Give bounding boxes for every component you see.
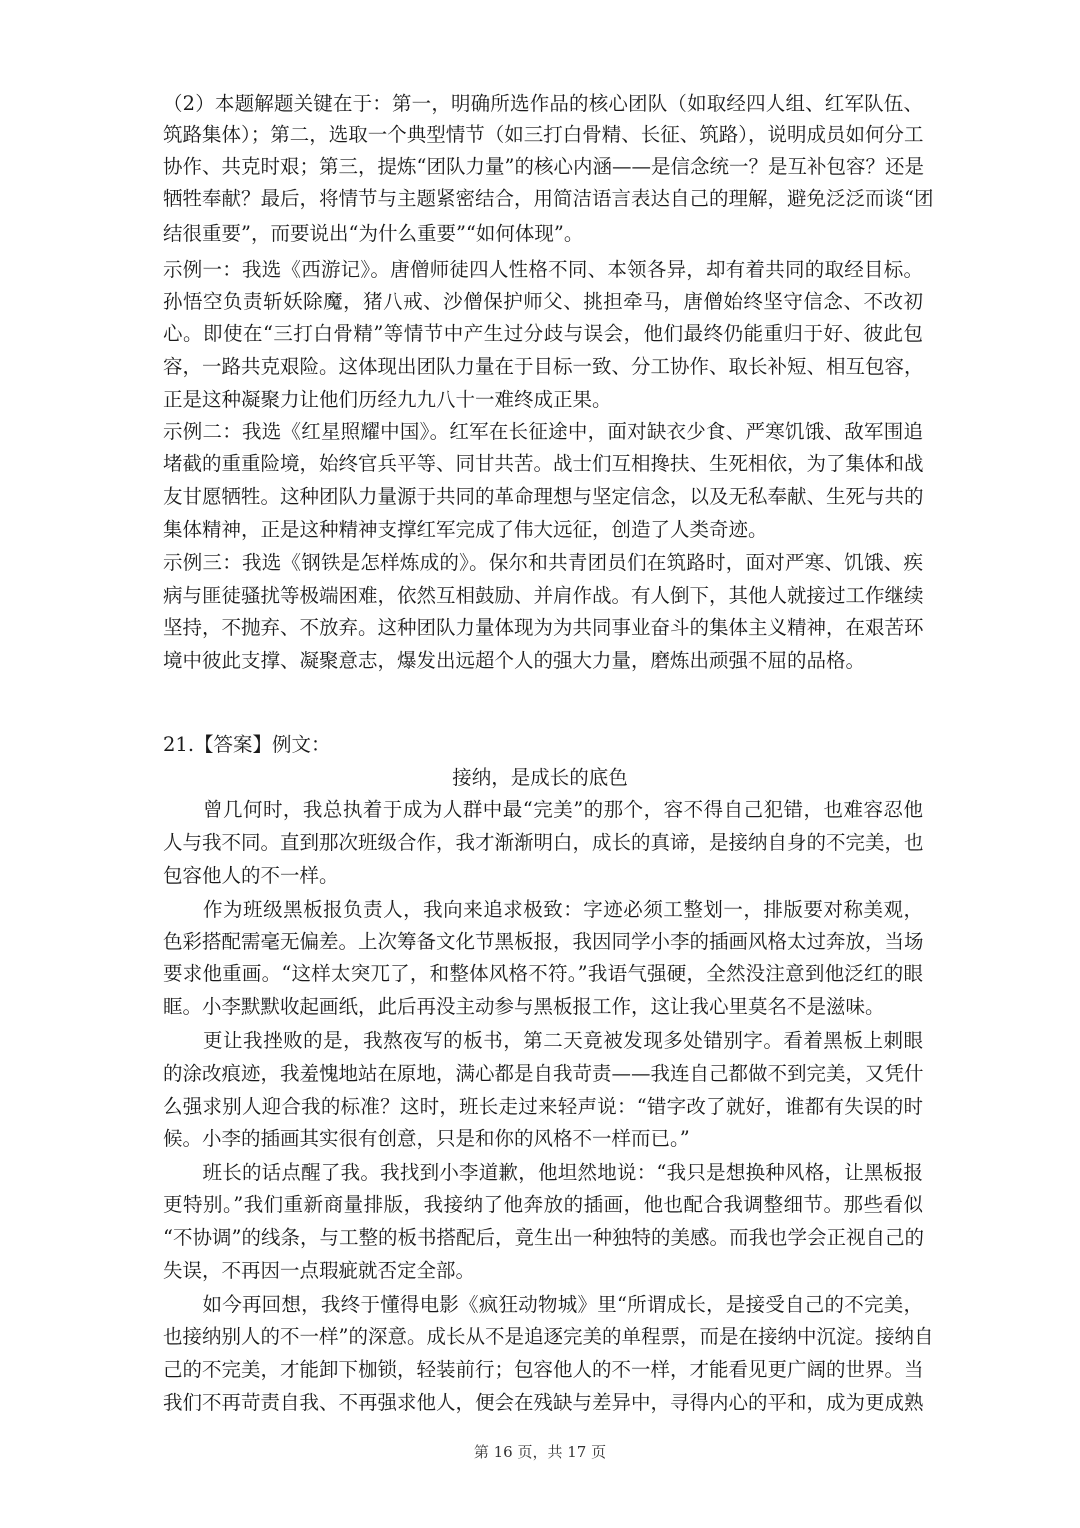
example2-line: 集体精神，正是这种精神支撑红军完成了伟大远征，创造了人类奇迹。 xyxy=(163,518,768,541)
example1-line: 正是这种凝聚力让他们历经九九八十一难终成正果。 xyxy=(163,388,612,411)
essay-line: 失误，不再因一点瑕疵就否定全部。 xyxy=(163,1259,476,1282)
essay-line: 曾几何时，我总执着于成为人群中最“完美”的那个，容不得自己犯错，也难容忍他 xyxy=(163,798,923,821)
q21-heading: 21.【答案】例文： xyxy=(163,733,331,756)
example1-line: 心。即使在“三打白骨精”等情节中产生过分歧与误会，他们最终仍能重归于好、彼此包 xyxy=(163,322,923,345)
essay-line: 人与我不同。直到那次班级合作，我才渐渐明白，成长的真谛，是接纳自身的不完美，也 xyxy=(163,831,924,854)
essay-line: 如今再回想，我终于懂得电影《疯狂动物城》里“所谓成长，是接受自己的不完美， xyxy=(163,1293,923,1316)
example1-line: 孙悟空负责斩妖除魔，猪八戒、沙僧保护师父、挑担牵马，唐僧始终坚守信念、不改初 xyxy=(163,290,923,313)
part2-line: 筑路集体）；第二，选取一个典型情节（如三打白骨精、长征、筑路），说明成员如何分工 xyxy=(163,123,924,146)
essay-line: 眶。小李默默收起画纸，此后再没主动参与黑板报工作，这让我心里莫名不是滋味。 xyxy=(163,995,885,1018)
essay-line: 更特别。”我们重新商量排版，我接纳了他奔放的插画，他也配合我调整细节。那些看似 xyxy=(163,1193,923,1216)
example1-line: 容，一路共克艰险。这体现出团队力量在于目标一致、分工协作、取长补短、相互包容， xyxy=(163,355,924,378)
essay-title: 接纳，是成长的底色 xyxy=(452,766,628,789)
essay-line: 更让我挫败的是，我熬夜写的板书，第二天竟被发现多处错别字。看着黑板上刺眼 xyxy=(163,1029,923,1052)
part2-line: 牺牲奉献？最后，将情节与主题紧密结合，用简洁语言表达自己的理解，避免泛泛而谈“团 xyxy=(163,187,934,210)
example2-line: 友甘愿牺牲。这种团队力量源于共同的革命理想与坚定信念，以及无私奉献、生死与共的 xyxy=(163,485,924,508)
essay-line: 候。小李的插画其实很有创意，只是和你的风格不一样而已。” xyxy=(163,1127,690,1150)
example3-line: 示例三：我选《钢铁是怎样炼成的》。保尔和共青团员们在筑路时，面对严寒、饥饿、疾 xyxy=(163,551,923,574)
essay-line: 也接纳别人的不一样”的深意。成长从不是追逐完美的单程票，而是在接纳中沉淀。接纳自 xyxy=(163,1325,934,1348)
page-number-footer: 第 16 页，共 17 页 xyxy=(473,1443,607,1461)
part2-line: 协作、共克时艰；第三，提炼“团队力量”的核心内涵——是信念统一？是互补包容？还是 xyxy=(163,155,924,178)
essay-line: 班长的话点醒了我。我找到小李道歉，他坦然地说：“我只是想换种风格，让黑板报 xyxy=(163,1161,923,1184)
essay-line: 己的不完美，才能卸下枷锁，轻装前行；包容他人的不一样，才能看见更广阔的世界。当 xyxy=(163,1358,924,1381)
essay-line: 包容他人的不一样。 xyxy=(163,864,339,887)
example3-line: 病与匪徒骚扰等极端困难，依然互相鼓励、并肩作战。有人倒下，其他人就接过工作继续 xyxy=(163,584,924,607)
part2-line: （2）本题解题关键在于：第一，明确所选作品的核心团队（如取经四人组、红军队伍、 xyxy=(163,92,923,115)
example1-line: 示例一：我选《西游记》。唐僧师徒四人性格不同、本领各异，却有着共同的取经目标。 xyxy=(163,258,923,281)
essay-line: 要求他重画。“这样太突兀了，和整体风格不符。”我语气强硬，全然没注意到他泛红的眼 xyxy=(163,962,923,985)
example3-line: 境中彼此支撑、凝聚意志，爆发出远超个人的强大力量，磨炼出顽强不屈的品格。 xyxy=(163,649,866,672)
essay-line: 色彩搭配需毫无偏差。上次筹备文化节黑板报，我因同学小李的插画风格太过奔放，当场 xyxy=(163,930,924,953)
essay-line: “不协调”的线条，与工整的板书搭配后，竟生出一种独特的美感。而我也学会正视自己的 xyxy=(163,1226,924,1249)
essay-line: 作为班级黑板报负责人，我向来追求极致：字迹必须工整划一，排版要对称美观， xyxy=(163,898,923,921)
essay-line: 我们不再苛责自我、不再强求他人，便会在残缺与差异中，寻得内心的平和，成为更成熟 xyxy=(163,1391,924,1414)
essay-line: 的涂改痕迹，我羞愧地站在原地，满心都是自我苛责——我连自己都做不到完美，又凭什 xyxy=(163,1062,924,1085)
part2-line: 结很重要”，而要说出“为什么重要”“如何体现”。 xyxy=(163,222,584,245)
essay-line: 么强求别人迎合我的标准？这时，班长走过来轻声说：“错字改了就好，谁都有失误的时 xyxy=(163,1095,923,1118)
example2-line: 示例二：我选《红星照耀中国》。红军在长征途中，面对缺衣少食、严寒饥饿、敌军围追 xyxy=(163,420,923,443)
example3-line: 坚持，不抛弃、不放弃。这种团队力量体现为为共同事业奋斗的集体主义精神，在艰苦环 xyxy=(163,616,924,639)
example2-line: 堵截的重重险境，始终官兵平等、同甘共苦。战士们互相搀扶、生死相依，为了集体和战 xyxy=(163,452,924,475)
